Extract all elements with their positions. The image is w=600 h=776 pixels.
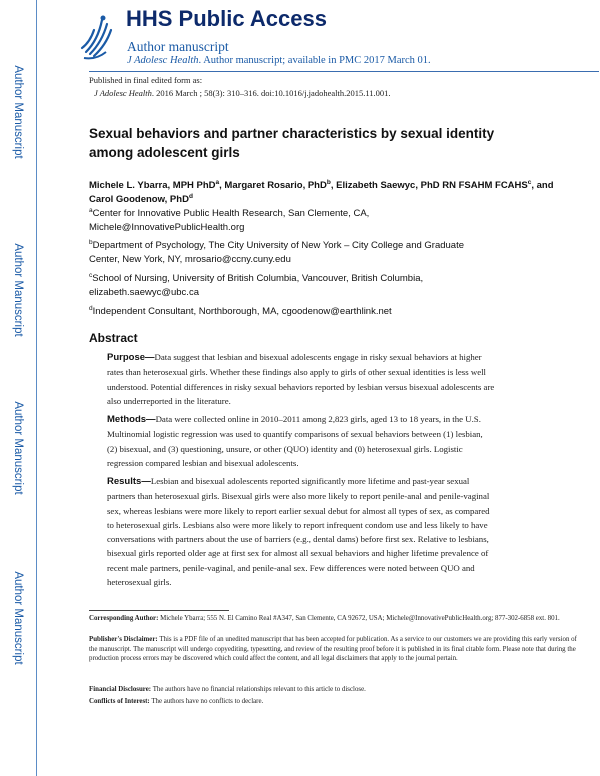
affiliation-c: $^c$School of Nursing, University of British Columbia, Vancouver, British Columbia, elizabeth.saewyc@ubc.ca — [89, 271, 424, 298]
affiliation-b: $^b$Department of Psychology, The City University of New York – City College and Graduate Center, New York, NY, mrosario@ccny.cuny.edu — [89, 238, 465, 265]
footnote-corresponding: Corresponding Author: Michele Ybarra; 555 N. El Camino Real #A347, San Clemente, CA 92672, USA; Michele@InnovativePublicHealth.org; 877-302-6858 ext. 801. — [89, 615, 560, 622]
footnote-publisher: Publisher's Disclaimer: This is a PDF file of an unedited manuscript that has been accepted for publication. As a service to our customers we are providing this early version of the manuscript. The manuscript will undergo copyediting, typesetting, and review of the resulting proof before it is published in its final citable form. Please note that during the production process errors may be discovered which could affect the content, and all legal disclaimers that apply to the journal pertain. — [89, 636, 577, 663]
abstract-purpose: Purpose—Data suggest that lesbian and bisexual adolescents engage in risky sexual behaviors at higher rates than heterosexual girls. Whether these findings also apply to girls of other sexual identities is less well understood. Potential differences in risky sexual behaviors reported by lesbian versus bisexual adolescents are also underreported in the literature. — [107, 352, 495, 406]
header-rule — [89, 71, 599, 72]
side-label-1: Author Manuscript — [12, 65, 24, 159]
side-label-3: Author Manuscript — [12, 401, 24, 495]
footnote-rule — [89, 610, 229, 611]
side-label-2: Author Manuscript — [12, 243, 24, 337]
side-label-4: Author Manuscript — [12, 571, 24, 665]
published-label: Published in final edited form as: — [89, 75, 203, 85]
author-list: Michele L. Ybarra, MPH PhD$^a$, Margaret Rosario, PhD$^b$, Elizabeth Saewyc, PhD RN FSAHM FCAHS$^c$, and Carol Goodenow, PhD$^d$ — [89, 178, 554, 205]
published-citation: J Adolesc Health. 2016 March ; 58(3): 310–316. doi:10.1016/j.jadohealth.2015.11.001. — [94, 88, 391, 98]
hhs-eagle-logo-icon — [76, 8, 116, 66]
footnote-conflicts: Conflicts of Interest: The authors have no conflicts to declare. — [89, 698, 264, 705]
abstract-results: Results—Lesbian and bisexual adolescents reported significantly more lifetime and past-year sexual partners than heterosexual girls. Bisexual girls were also more likely to report penile-anal and penile-vaginal sex, whereas lesbians were more likely to report earlier sexual debut for almost all types of sex, as compared to heterosexual girls. Lesbians also were more likely to report infrequent condom use and less likely to have conversations with partners about the use of barriers (e.g., dental dams) before first sex. Relative to lesbians, bisexual girls reported older age at first sex for almost all sexual behaviors and higher lifetime prevalence of recent male partners, penile-vaginal, and penile-anal sex. Few differences were noted between QUO and heterosexual girls. — [107, 476, 490, 588]
abstract-methods: Methods—Data were collected online in 2010–2011 among 2,823 girls, aged 13 to 18 years, in the U.S. Multinomial logistic regression was used to quantify comparisons of sexual behaviors between (1) lesbian, (2) bisexual, and (3) questioning, unsure, or other (QUO) identity and (0) heterosexual girls. Logistic regression compared lesbian and bisexual adolescents. — [107, 414, 483, 468]
article-title: Sexual behaviors and partner characteristics by sexual identity among adolescent girls — [89, 126, 495, 160]
margin-rule — [36, 0, 37, 776]
header-citation: J Adolesc Health. Author manuscript; available in PMC 2017 March 01. — [127, 55, 431, 66]
affiliation-a: $^a$Center for Innovative Public Health Research, San Clemente, CA, Michele@InnovativePublicHealth.org — [89, 206, 370, 233]
footnote-financial: Financial Disclosure: The authors have no financial relationships relevant to this article to disclose. — [89, 686, 366, 693]
abstract-heading: Abstract — [89, 331, 138, 345]
affiliation-d: $^d$Independent Consultant, Northborough, MA, cgoodenow@earthlink.net — [89, 304, 392, 317]
hhs-title: HHS Public Access — [126, 6, 327, 31]
author-manuscript-label: Author manuscript — [127, 39, 229, 54]
